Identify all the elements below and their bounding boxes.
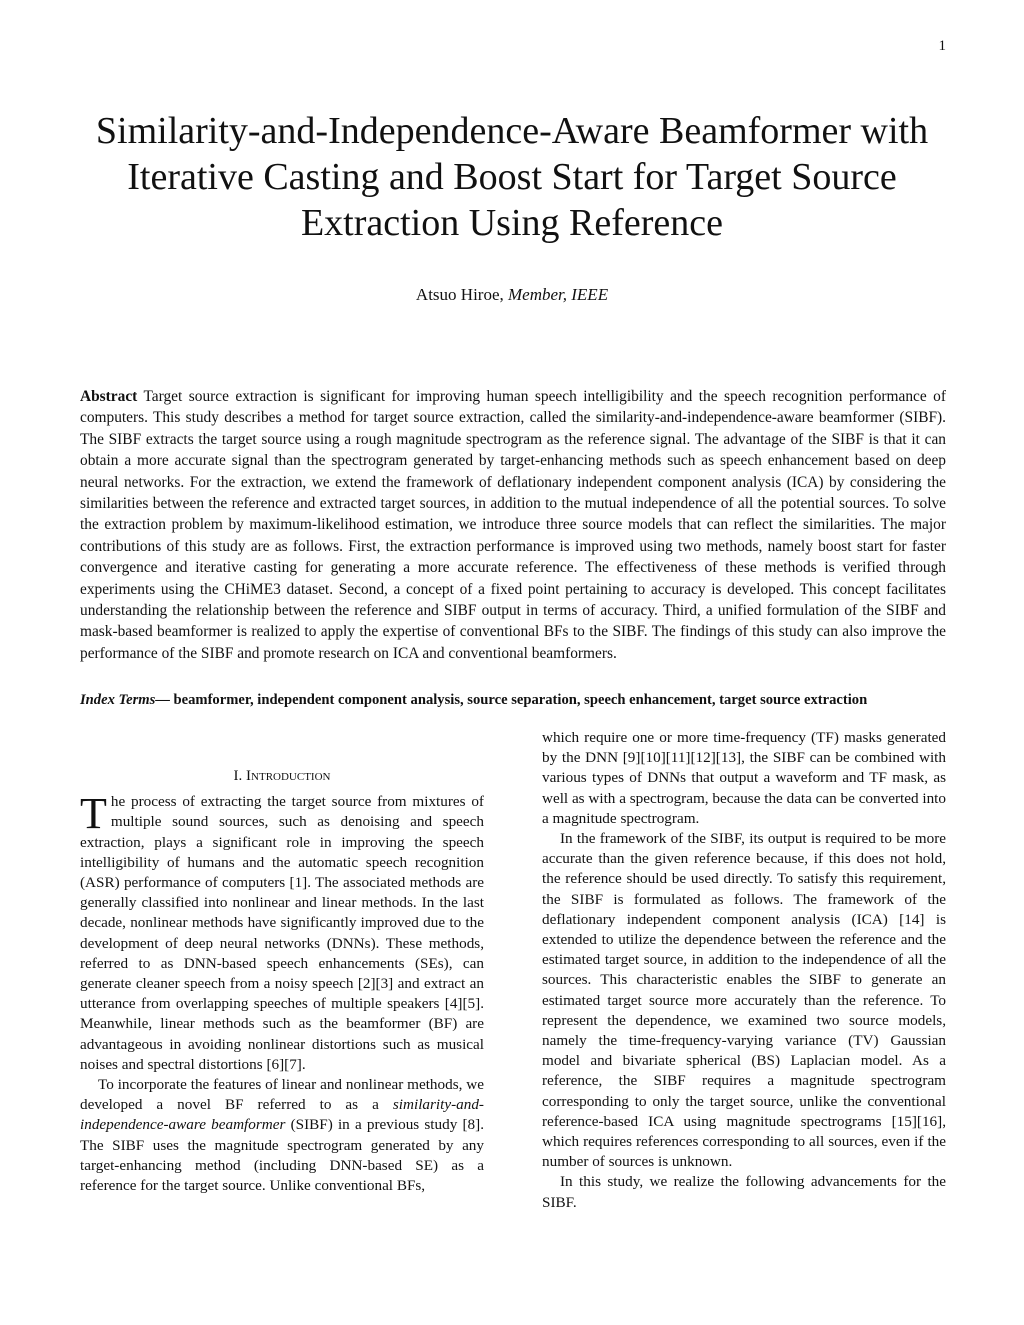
section-numeral: I. xyxy=(233,768,243,784)
intro-paragraph-1-text: he process of extracting the target source from mixtures of multiple sound sources, such as denoising and speech extraction, plays a significant role in improving the speech intelligibility of humans and the automatic speech recognition (ASR) performance of computers [1]. The associated methods are generally classified into nonlinear and linear methods. In the last decade, nonlinear methods have significantly improved due to the development of deep neural networks (DNNs). These methods, referred to as DNN-based speech enhancements (SEs), can generate cleaner speech from a noisy speech [2][3] and extract an utterance from overlapping speeches of multiple speakers [4][5]. Meanwhile, linear methods such as the beamformer (BF) are advantageous in avoiding nonlinear distortions such as musical noises and spectral distortions [6][7]. xyxy=(80,793,484,1073)
intro-paragraph-1 xyxy=(80,789,484,1075)
author-name: Atsuo Hiroe, xyxy=(415,285,504,304)
intro-paragraph-2-text-a: To incorporate the features of linear and nonlinear methods, we developed a novel BF referred to as a xyxy=(80,1076,484,1114)
intro-paragraph-2-italic: similarity-and-independence-aware beamformer xyxy=(80,1096,484,1134)
right-column xyxy=(542,728,946,1213)
section-title: Introduction xyxy=(246,768,331,784)
paper-title: Similarity-and-Independence-Aware Beamformer with Iterative Casting and Boost Start for Target Source Extraction Using Reference xyxy=(95,110,929,244)
intro-paragraph-3: In the framework of the SIBF, its output is required to be more accurate than the given reference because, if this does not hold, the reference should be used directly. To satisfy this requirement, the SIBF is formulated as follows. The framework of the deflationary independent component analysis (ICA) [14] is extended to utilize the dependence between the reference and the estimated target source, in addition to the independence of all the sources. This characteristic enables the SIBF to generate an estimated target source more accurately than the reference. To represent the dependence, we examined two source models, namely the time-frequency-varying variance (TV) Gaussian model and bivariate spherical (BS) Laplacian model. As a reference, the SIBF requires a magnitude spectrogram corresponding to only the target source, unlike the conventional reference-based ICA using magnitude spectrograms [15][16], which requires references corresponding to all sources, even if the number of sources is unknown. xyxy=(542,830,946,1171)
page-number: 1 xyxy=(938,38,946,54)
abstract xyxy=(80,386,946,664)
drop-cap: T xyxy=(80,789,107,839)
abstract-text: Target source extraction is significant for improving human speech intelligibility and the speech recognition performance of computers. This study describes a method for target source extraction, called the similarity-and-independence-aware beamformer (SIBF). The SIBF extracts the target source using a rough magnitude spectrogram as the reference signal. The advantage of the SIBF is that it can obtain a more accurate signal than the spectrogram generated by target-enhancing methods such as speech enhancement based on deep neural networks. For the extraction, we extend the framework of deflationary independent component analysis (ICA) by considering the similarities between the reference and extracted target sources, in addition to the mutual independence of all the potential sources. To solve the extraction problem by maximum-likelihood estimation, we introduce three source models that can reflect the similarities. The major contributions of this study are as follows. First, the extraction performance is improved using two methods, namely boost start for faster convergence and iterative casting for generating a more accurate reference. The effectiveness of these methods is verified through experiments using the CHiME3 dataset. Second, a concept of a fixed point pertaining to accuracy is developed. This concept facilitates understanding the relationship between the reference and SIBF output in terms of accuracy. Third, a unified formulation of the SIBF and mask-based beamformer is realized to apply the expertise of conventional BFs to the SIBF. The findings of this study can also improve the performance of the SIBF and promote research on ICA and conventional beamformers. xyxy=(80,388,946,662)
intro-paragraph-2 xyxy=(80,1075,484,1196)
intro-paragraph-4: In this study, we realize the following advancements for the SIBF. xyxy=(542,1173,946,1211)
author-line xyxy=(80,285,944,305)
index-terms xyxy=(80,690,946,710)
left-column xyxy=(80,728,484,1196)
index-terms-text: — beamformer, independent component analysis, source separation, speech enhancement, target source extraction xyxy=(155,692,868,708)
index-terms-label: Index Terms xyxy=(80,692,156,708)
intro-paragraph-2-text-b: (SIBF) in a previous study [8]. The SIBF uses the magnitude spectrogram generated by any target-enhancing method (including DNN-based SE) as a reference for the target source. Unlike conventional BFs, xyxy=(80,1116,484,1195)
author-affiliation: Member, IEEE xyxy=(508,285,609,304)
section-heading xyxy=(80,766,484,786)
abstract-label: Abstract xyxy=(80,388,138,405)
intro-paragraph-2-continued: which require one or more time-frequency (TF) masks generated by the DNN [9][10][11][12][13], the SIBF can be combined with various types of DNNs that output a waveform and TF mask, as well as with a spectrogram, because the data can be converted into a magnitude spectrogram. xyxy=(542,729,946,827)
